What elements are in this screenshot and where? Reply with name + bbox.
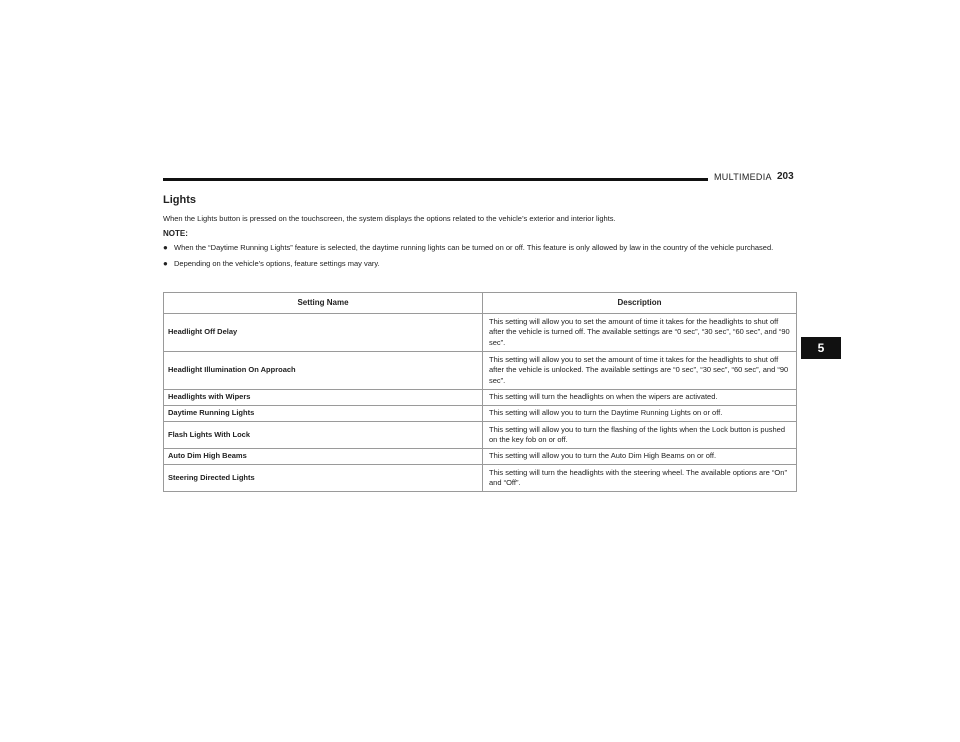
note-item bbox=[163, 242, 803, 254]
page-number: 203 bbox=[777, 171, 794, 182]
setting-description: This setting will allow you to turn the Daytime Running Lights on or off. bbox=[483, 406, 797, 422]
table-row bbox=[164, 449, 797, 465]
table-row bbox=[164, 352, 797, 390]
header-rule bbox=[163, 178, 708, 181]
table-header-row bbox=[164, 293, 797, 314]
bullet-icon: ● bbox=[163, 258, 168, 268]
note-text: When the “Daytime Running Lights” feature is selected, the daytime running lights can be turned on or off. This feature is only allowed by law in the country of the vehicle purchased. bbox=[174, 243, 774, 252]
running-header-section: MULTIMEDIA bbox=[714, 172, 772, 182]
note-label: NOTE: bbox=[163, 229, 188, 238]
note-text: Depending on the vehicle’s options, feature settings may vary. bbox=[174, 258, 380, 268]
setting-name: Headlight Off Delay bbox=[164, 314, 483, 352]
setting-description: This setting will allow you to set the amount of time it takes for the headlights to shut off after the vehicle is unlocked. The available settings are “0 sec”, “30 sec”, “60 sec”, and “90 sec”. bbox=[483, 352, 797, 390]
chapter-tab: 5 bbox=[801, 337, 841, 359]
column-header-setting-name: Setting Name bbox=[164, 293, 483, 314]
note-item bbox=[163, 258, 803, 270]
lights-settings-table bbox=[163, 292, 797, 492]
setting-name: Auto Dim High Beams bbox=[164, 449, 483, 465]
setting-name: Headlight Illumination On Approach bbox=[164, 352, 483, 390]
setting-description: This setting will turn the headlights with the steering wheel. The available options are “On” and “Off”. bbox=[483, 465, 797, 492]
setting-name: Daytime Running Lights bbox=[164, 406, 483, 422]
section-heading: Lights bbox=[163, 194, 196, 206]
setting-description: This setting will allow you to turn the flashing of the lights when the Lock button is pushed on the key fob on or off. bbox=[483, 422, 797, 449]
table-row bbox=[164, 406, 797, 422]
setting-description: This setting will turn the headlights on when the wipers are activated. bbox=[483, 390, 797, 406]
setting-name: Steering Directed Lights bbox=[164, 465, 483, 492]
setting-name: Headlights with Wipers bbox=[164, 390, 483, 406]
bullet-icon: ● bbox=[163, 243, 168, 252]
intro-paragraph: When the Lights button is pressed on the touchscreen, the system displays the options related to the vehicle’s exterior and interior lights. bbox=[163, 214, 616, 223]
setting-description: This setting will allow you to turn the Auto Dim High Beams on or off. bbox=[483, 449, 797, 465]
table-row bbox=[164, 390, 797, 406]
table-row bbox=[164, 465, 797, 492]
column-header-description: Description bbox=[483, 293, 797, 314]
table-row bbox=[164, 422, 797, 449]
setting-name: Flash Lights With Lock bbox=[164, 422, 483, 449]
setting-description: This setting will allow you to set the amount of time it takes for the headlights to shut off after the vehicle is turned off. The available settings are “0 sec”, “30 sec”, “60 sec”, and “90 sec”. bbox=[483, 314, 797, 352]
note-list bbox=[163, 242, 803, 273]
table-row bbox=[164, 314, 797, 352]
